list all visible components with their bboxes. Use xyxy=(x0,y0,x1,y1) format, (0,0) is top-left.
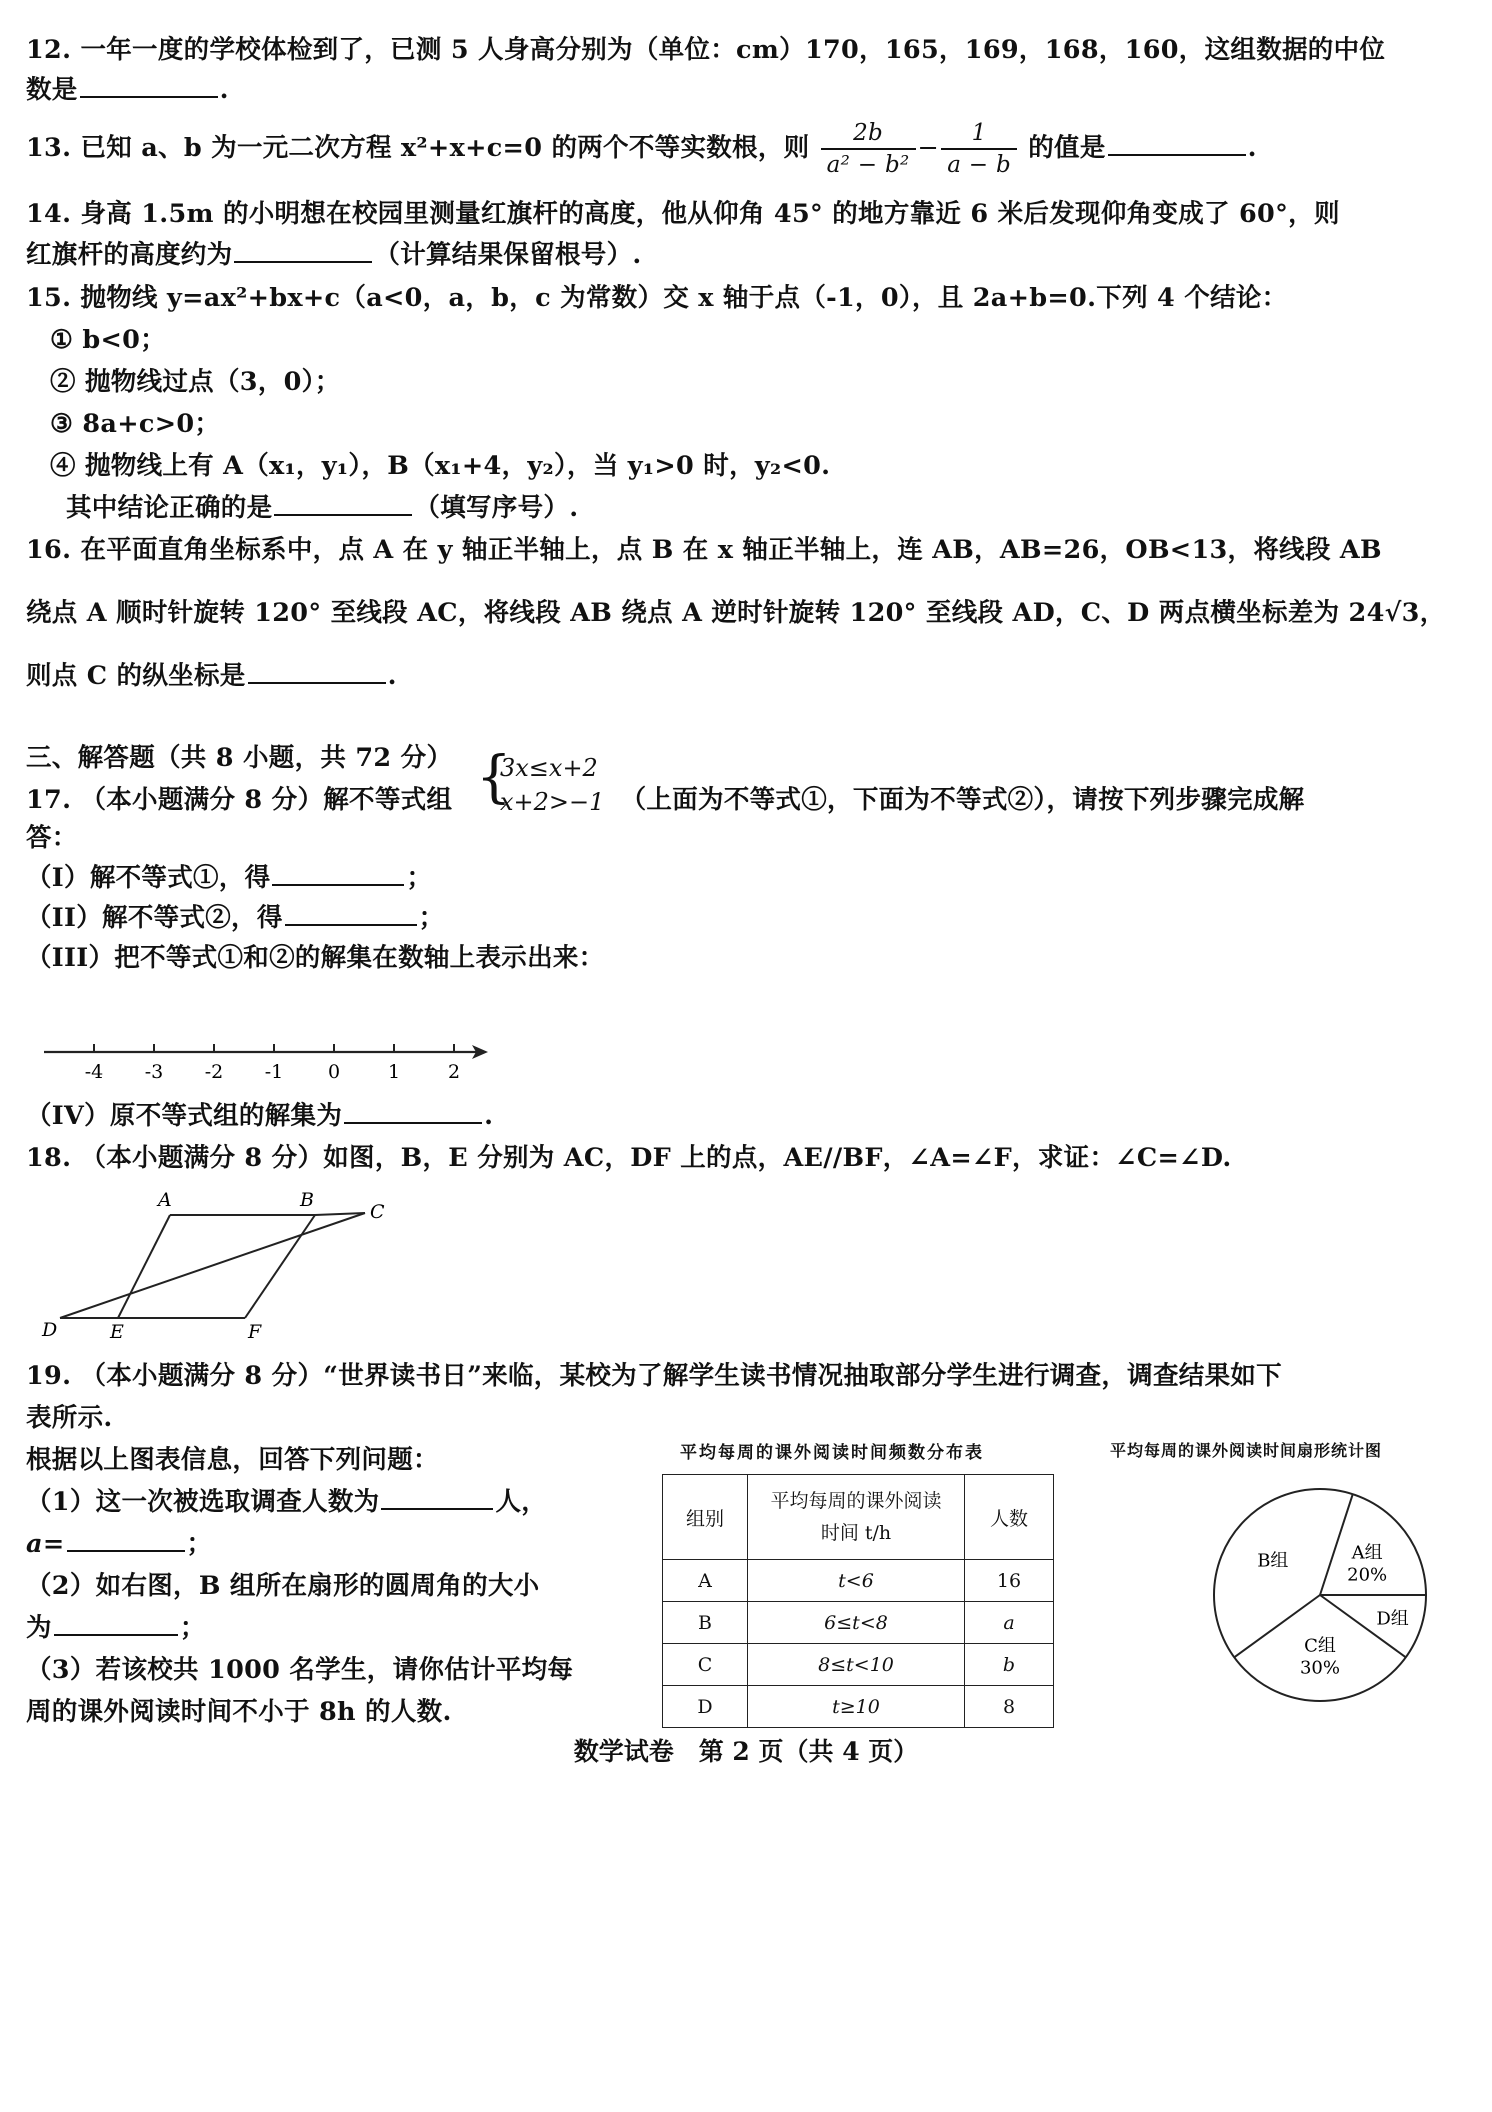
pie-slice-label: B组 xyxy=(1257,1550,1289,1572)
segment-BF xyxy=(245,1215,315,1318)
q17-step-3: （III）把不等式①和②的解集在数轴上表示出来： xyxy=(26,943,605,973)
number-line-label: -4 xyxy=(84,1061,104,1083)
q19-p2-blank[interactable] xyxy=(54,1610,178,1636)
q13-end: . xyxy=(1247,133,1257,163)
row-a-time: t<6 xyxy=(748,1560,965,1602)
pie-slice-label: C组 xyxy=(1304,1635,1336,1657)
q19-part1-line1 xyxy=(26,1482,547,1518)
q17-line2: 答： xyxy=(26,823,78,853)
q12-end: . xyxy=(219,75,229,105)
q17-step4-blank[interactable] xyxy=(344,1098,482,1124)
q15-answer-line xyxy=(66,488,578,524)
q15-text-post: （填写序号）. xyxy=(414,493,579,523)
row-c-time: 8≤t<10 xyxy=(748,1644,965,1686)
number-line-label: -2 xyxy=(204,1061,224,1083)
table-header-row xyxy=(663,1475,1054,1560)
q16-line1: 16. 在平面直角坐标系中，点 A 在 y 轴正半轴上，点 B 在 x 轴正半轴上，连 AB，AB=26，OB<13，将线段 AB xyxy=(26,535,1382,565)
number-line-label: 1 xyxy=(387,1061,401,1083)
q19-p2-text: 为 xyxy=(26,1613,52,1643)
q15-conclusion-3: ③ 8a+c>0； xyxy=(50,409,221,439)
number-line-label: 0 xyxy=(327,1061,341,1083)
pie-slice-percent: 30% xyxy=(1299,1657,1341,1679)
row-d-count: 8 xyxy=(965,1686,1054,1728)
q13-text-post: 的值是 xyxy=(1028,133,1106,163)
table-row xyxy=(663,1560,1054,1602)
q13-frac2-num: 1 xyxy=(941,118,1017,150)
q14-answer-blank[interactable] xyxy=(234,237,372,263)
segment-DC xyxy=(60,1213,365,1318)
frequency-table-title: 平均每周的课外阅读时间频数分布表 xyxy=(680,1443,984,1463)
q13-line xyxy=(26,118,1257,180)
q16-answer-blank[interactable] xyxy=(248,658,386,684)
q14-line1: 14. 身高 1.5m 的小明想在校园里测量红旗杆的高度，他从仰角 45° 的地方靠近 6 米后发现仰角变成了 60°，则 xyxy=(26,199,1340,229)
q12-line2 xyxy=(26,70,229,106)
q19-p1-text: （1）这一次被选取调查人数为 xyxy=(26,1487,380,1517)
label-F: F xyxy=(248,1321,262,1340)
row-c-group: C xyxy=(663,1644,748,1686)
pie-chart-title: 平均每周的课外阅读时间扇形统计图 xyxy=(1110,1441,1383,1460)
pie-slice-percent: 20% xyxy=(1347,1564,1388,1586)
row-b-group: B xyxy=(663,1602,748,1644)
label-A: A xyxy=(158,1190,172,1211)
q16-end: . xyxy=(387,661,397,691)
pie-slice-label: A组 xyxy=(1351,1542,1383,1564)
header-group: 组别 xyxy=(663,1475,748,1560)
q19-line3: 根据以上图表信息，回答下列问题： xyxy=(26,1445,439,1475)
q12-line1: 12. 一年一度的学校体检到了，已测 5 人身高分别为（单位：cm）170，165，169，168，160，这组数据的中位 xyxy=(26,35,1386,65)
header-time-line1: 平均每周的课外阅读 xyxy=(770,1490,942,1512)
row-c-count: b xyxy=(965,1644,1054,1686)
q19-part1-line2 xyxy=(26,1524,212,1560)
table-row xyxy=(663,1644,1054,1686)
q16-line2: 绕点 A 顺时针旋转 120° 至线段 AC，将线段 AB 绕点 A 逆时针旋转 120° 至线段 AD，C、D 两点横坐标差为 24√3， xyxy=(26,598,1446,628)
reading-time-pie-chart xyxy=(1200,1475,1440,1715)
row-d-group: D xyxy=(663,1686,748,1728)
row-a-group: A xyxy=(663,1560,748,1602)
q17-text: 17. （本小题满分 8 分）解不等式组 xyxy=(26,785,453,815)
q15-conclusion-2: ② 抛物线过点（3，0）； xyxy=(50,367,341,397)
q17-system-brace: { xyxy=(476,745,512,810)
header-time-line2: 时间 t/h xyxy=(820,1522,892,1544)
q13-frac1-num: 2b xyxy=(821,118,916,150)
q13-frac2-den: a − b xyxy=(947,152,1012,178)
q13-fraction-2 xyxy=(941,118,1017,180)
q19-part2-line1: （2）如右图，B 组所在扇形的圆周角的大小 xyxy=(26,1571,540,1601)
q17-line1 xyxy=(26,780,1304,816)
q16-line3 xyxy=(26,656,397,692)
q13-fraction-1 xyxy=(821,118,916,180)
q15-conclusion-1: ① b<0； xyxy=(50,325,166,355)
table-row xyxy=(663,1686,1054,1728)
q19-p1-end: ； xyxy=(186,1529,213,1559)
q12-answer-blank[interactable] xyxy=(80,72,218,98)
q19-line1: 19. （本小题满分 8 分）“世界读书日”来临，某校为了解学生读书情况抽取部分学生进行调查，调查结果如下 xyxy=(26,1361,1282,1391)
label-E: E xyxy=(110,1321,124,1340)
q14-line2 xyxy=(26,235,642,271)
q13-minus: − xyxy=(917,133,940,163)
q17-number-line[interactable] xyxy=(30,1030,500,1090)
q17-step2-end: ； xyxy=(418,903,445,933)
q15-line1: 15. 抛物线 y=ax²+bx+c（a<0，a，b，c 为常数）交 x 轴于点（-1，0），且 2a+b=0.下列 4 个结论： xyxy=(26,283,1288,313)
q17-step2-blank[interactable] xyxy=(285,900,417,926)
q19-line2: 表所示. xyxy=(26,1403,113,1433)
q19-p1-count-blank[interactable] xyxy=(381,1484,493,1510)
number-line-label: 2 xyxy=(447,1061,461,1083)
q19-part2-line2 xyxy=(26,1608,206,1644)
header-time xyxy=(748,1475,965,1560)
q17-step-1 xyxy=(26,858,432,894)
q17-inequality-2: x+2>−1 xyxy=(500,788,605,816)
number-line-label: -1 xyxy=(264,1061,284,1083)
number-line-ticks xyxy=(85,1044,460,1083)
table-row xyxy=(663,1602,1054,1644)
q18-geometry-figure xyxy=(30,1190,450,1340)
label-D: D xyxy=(42,1319,58,1340)
header-count: 人数 xyxy=(965,1475,1054,1560)
q17-step2-text: （II）解不等式②，得 xyxy=(26,903,283,933)
section-3-heading: 三、解答题（共 8 小题，共 72 分） xyxy=(26,743,453,773)
row-b-time: 6≤t<8 xyxy=(748,1602,965,1644)
q15-answer-blank[interactable] xyxy=(274,490,412,516)
q16-text: 则点 C 的纵坐标是 xyxy=(26,661,246,691)
q17-step1-blank[interactable] xyxy=(272,860,404,886)
q18-line1: 18. （本小题满分 8 分）如图，B，E 分别为 AC，DF 上的点，AE//BF，∠A=∠F，求证：∠C=∠D. xyxy=(26,1143,1232,1173)
q17-step1-text: （I）解不等式①，得 xyxy=(26,863,271,893)
q19-part3-line1: （3）若该校共 1000 名学生，请你估计平均每 xyxy=(26,1655,574,1685)
page-footer: 数学试卷 第 2 页（共 4 页） xyxy=(573,1737,919,1766)
q15-conclusion-4: ④ 抛物线上有 A（x₁，y₁），B（x₁+4，y₂），当 y₁>0 时，y₂<0. xyxy=(50,451,831,481)
q13-text: 13. 已知 a、b 为一元二次方程 x²+x+c=0 的两个不等实数根，则 xyxy=(26,133,810,163)
q19-p1-a-blank[interactable] xyxy=(67,1526,185,1552)
q17-inequality-1: 3x≤x+2 xyxy=(500,754,598,782)
q17-step-4 xyxy=(26,1096,493,1132)
q19-part3-line2: 周的课外阅读时间不小于 8h 的人数. xyxy=(26,1697,452,1727)
q15-text: 其中结论正确的是 xyxy=(66,493,273,523)
label-B: B xyxy=(300,1190,314,1211)
q19-p1-a-label: a= xyxy=(26,1529,65,1559)
pie-slice-label: D组 xyxy=(1376,1608,1409,1630)
label-C: C xyxy=(370,1201,385,1223)
q14-text: 红旗杆的高度约为 xyxy=(26,240,233,270)
q14-text-post: （计算结果保留根号）. xyxy=(374,240,642,270)
q19-p1-unit: 人， xyxy=(495,1487,548,1517)
q17-step1-end: ； xyxy=(406,863,433,893)
q17-step-2 xyxy=(26,898,444,934)
row-d-time: t≥10 xyxy=(748,1686,965,1728)
q19-p2-end: ； xyxy=(179,1613,206,1643)
q13-answer-blank[interactable] xyxy=(1108,130,1246,156)
q13-frac1-den: a² − b² xyxy=(826,152,910,178)
row-b-count: a xyxy=(965,1602,1054,1644)
q12-text: 数是 xyxy=(26,75,78,105)
row-a-count: 16 xyxy=(965,1560,1054,1602)
q17-text-post: （上面为不等式①，下面为不等式②），请按下列步骤完成解 xyxy=(620,785,1305,815)
q17-step4-text: （IV）原不等式组的解集为 xyxy=(26,1101,343,1131)
frequency-table xyxy=(662,1474,1054,1728)
segment-AE xyxy=(118,1215,170,1318)
number-line-label: -3 xyxy=(144,1061,164,1083)
q17-step4-end: . xyxy=(484,1101,494,1131)
